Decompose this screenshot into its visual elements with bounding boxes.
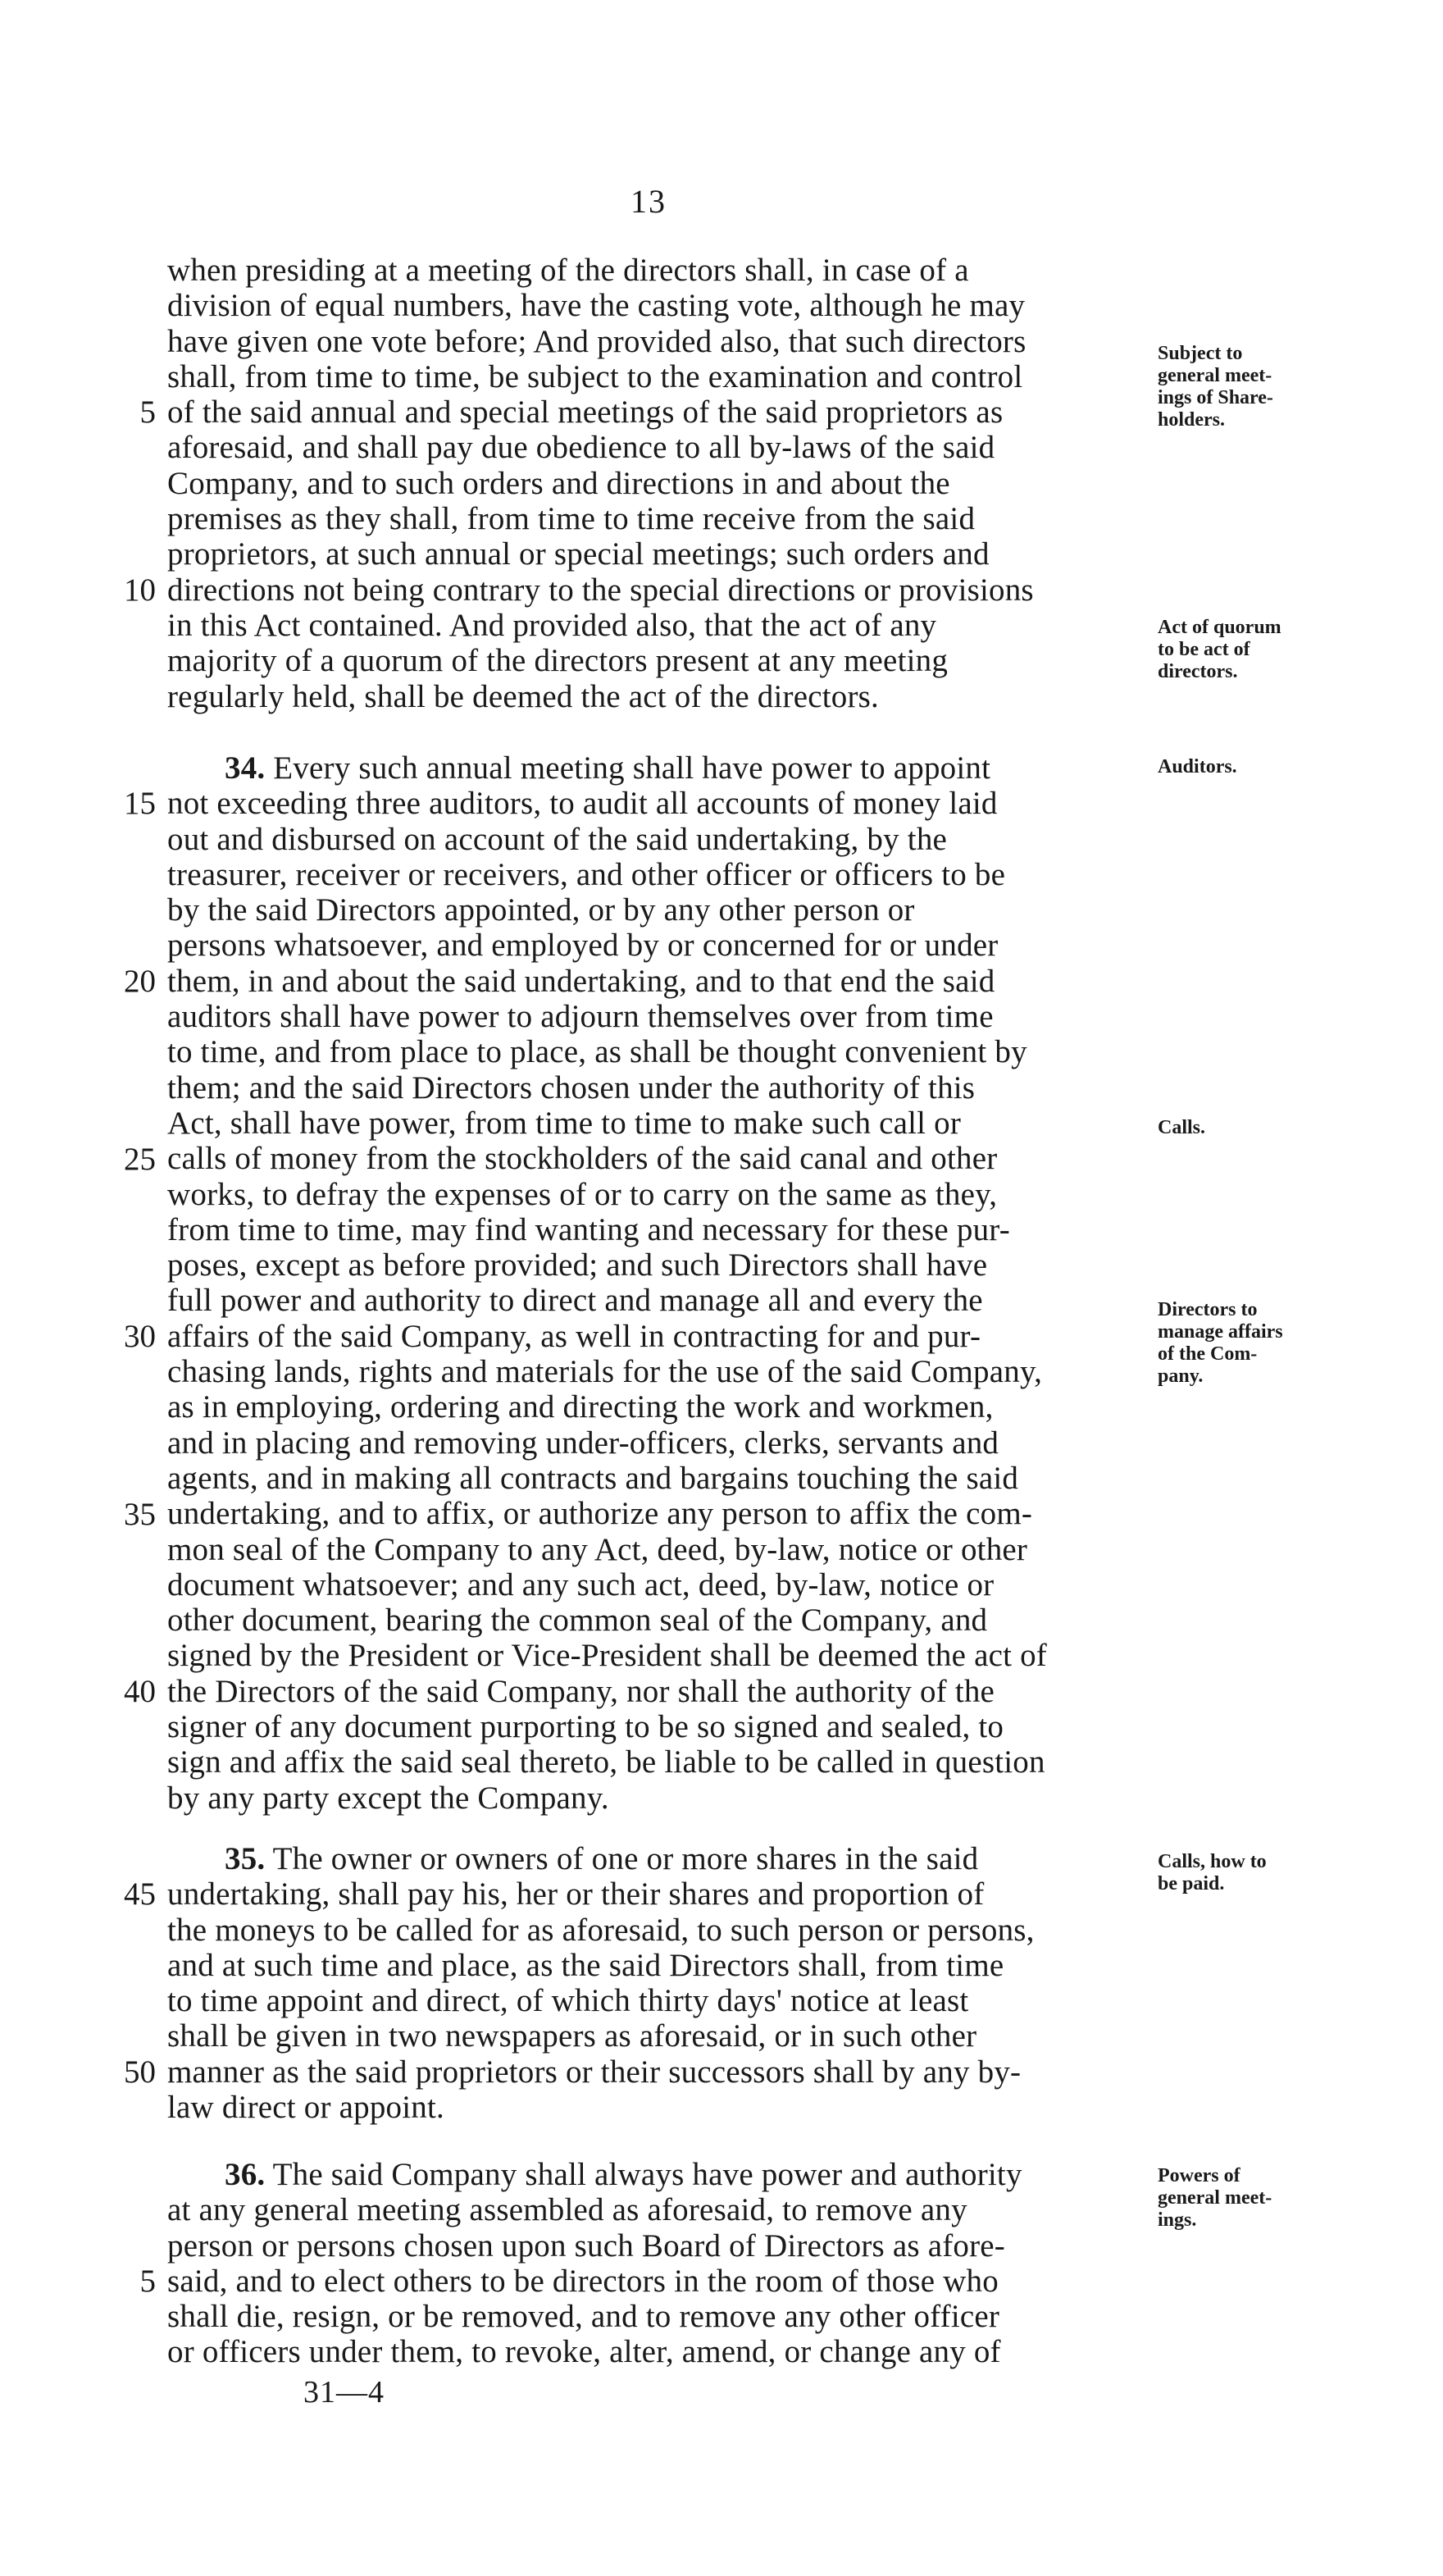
text-line: as in employing, ordering and directing the work and workmen, [167, 1389, 994, 1425]
text-line: manner as the said proprietors or their successors shall by any by- [167, 2054, 1022, 2090]
text-line: and in placing and removing under-officers, clerks, servants and [167, 1425, 999, 1461]
side-note-line: Act of quorum [1158, 617, 1281, 638]
text-line: directions not being contrary to the special directions or provisions [167, 572, 1034, 608]
text-line: to time, and from place to place, as shall be thought convenient by [167, 1034, 1027, 1070]
text-line-content: The said Company shall always have power and authority [265, 2157, 1022, 2192]
text-line: treasurer, receiver or receivers, and other officer or officers to be [167, 856, 1006, 892]
text-line: them; and the said Directors chosen under the authority of this [167, 1069, 976, 1106]
text-line [167, 750, 1164, 786]
text-line: by the said Directors appointed, or by any other person or [167, 892, 915, 928]
footer-signature-mark: 31—4 [303, 2375, 385, 2410]
text-line: and at such time and place, as the said Directors shall, from time [167, 1947, 1004, 1983]
line-number: 25 [124, 1142, 156, 1177]
side-note-line: Directors to [1158, 1299, 1258, 1320]
line-number: 40 [124, 1674, 156, 1709]
text-line: when presiding at a meeting of the directors shall, in case of a [167, 253, 969, 288]
text-line: the Directors of the said Company, nor shall the authority of the [167, 1673, 995, 1709]
line-number: 15 [124, 786, 156, 821]
side-note-line: manage affairs [1158, 1321, 1283, 1343]
text-line: division of equal numbers, have the casting vote, although he may [167, 288, 1026, 324]
text-line: shall be given in two newspapers as aforesaid, or in such other [167, 2018, 977, 2054]
side-note-line: Subject to [1158, 343, 1243, 364]
text-line-content: Every such annual meeting shall have power to appoint [265, 750, 991, 786]
side-note-line: general meet- [1158, 2187, 1272, 2209]
text-line: of the said annual and special meetings of the said proprietors as [167, 394, 1004, 431]
text-line: by any party except the Company. [167, 1780, 609, 1816]
line-number: 50 [124, 2054, 156, 2090]
text-line: aforesaid, and shall pay due obedience to all by-laws of the said [167, 430, 995, 466]
text-line: shall, from time to time, be subject to the examination and control [167, 358, 1023, 394]
text-line: agents, and in making all contracts and bargains touching the said [167, 1460, 1019, 1496]
side-note-line: general meet- [1158, 365, 1272, 386]
text-line: them, in and about the said undertaking, and to that end the said [167, 963, 995, 999]
side-note-line: ings of Share- [1158, 387, 1273, 408]
text-line: other document, bearing the common seal of the Company, and [167, 1603, 988, 1639]
line-number: 45 [124, 1876, 156, 1912]
paragraph-1 [167, 253, 1164, 714]
text-line: full power and authority to direct and manage all and every the [167, 1283, 983, 1319]
line-number: 30 [124, 1319, 156, 1354]
text-line: undertaking, shall pay his, her or their shares and proportion of [167, 1876, 985, 1913]
paragraph-2 [167, 750, 1164, 1816]
side-note [1158, 1851, 1338, 1895]
text-line: works, to defray the expenses of or to carry on the same as they, [167, 1176, 998, 1212]
text-line: majority of a quorum of the directors present at any meeting [167, 643, 949, 679]
text-line: document whatsoever; and any such act, deed, by-law, notice or [167, 1566, 995, 1603]
text-line [167, 2157, 1164, 2192]
text-line: or officers under them, to revoke, alter, amend, or change any of [167, 2334, 1001, 2370]
side-note-line: directors. [1158, 661, 1238, 682]
text-line: premises as they shall, from time to time receive from the said [167, 501, 976, 537]
text-line: signed by the President or Vice-President shall be deemed the act of [167, 1638, 1047, 1674]
text-line [167, 1841, 1164, 1876]
text-line: said, and to elect others to be directors in the room of those who [167, 2263, 999, 2299]
side-note-line: Auditors. [1158, 756, 1237, 777]
side-note [1158, 756, 1338, 778]
text-line: sign and affix the said seal thereto, be liable to be called in question [167, 1744, 1045, 1780]
text-line: from time to time, may find wanting and necessary for these pur- [167, 1211, 1010, 1247]
line-number: 20 [124, 964, 156, 999]
side-note-line: be paid. [1158, 1873, 1225, 1894]
text-line: undertaking, and to affix, or authorize any person to affix the com- [167, 1496, 1033, 1532]
text-line: signer of any document purporting to be so signed and sealed, to [167, 1709, 1004, 1745]
line-number: 5 [139, 394, 156, 430]
side-note [1158, 1117, 1338, 1139]
side-note [1158, 343, 1338, 431]
side-note [1158, 617, 1338, 683]
text-line: poses, except as before provided; and such Directors shall have [167, 1247, 988, 1283]
text-line: person or persons chosen upon such Board of Directors as afore- [167, 2227, 1005, 2264]
section-number: 35. [225, 1841, 266, 1876]
side-note-line: holders. [1158, 409, 1226, 431]
text-line: at any general meeting assembled as aforesaid, to remove any [167, 2192, 967, 2228]
text-line: regularly held, shall be deemed the act of the directors. [167, 678, 879, 714]
text-line: proprietors, at such annual or special meetings; such orders and [167, 536, 990, 572]
line-number: 5 [139, 2264, 156, 2299]
text-line: to time appoint and direct, of which thirty days' notice at least [167, 1983, 969, 2019]
line-number: 10 [124, 572, 156, 608]
side-note-line: pany. [1158, 1366, 1204, 1387]
text-line: auditors shall have power to adjourn themselves over from time [167, 999, 994, 1035]
section-number: 36. [225, 2157, 266, 2192]
paragraph-3 [167, 1841, 1164, 2125]
text-line-content: The owner or owners of one or more shares in the said [265, 1841, 979, 1876]
side-note [1158, 2165, 1338, 2232]
side-note-line: of the Com- [1158, 1343, 1258, 1365]
side-note-line: ings. [1158, 2209, 1197, 2231]
text-line: out and disbursed on account of the said undertaking, by the [167, 821, 948, 857]
text-line: Act, shall have power, from time to time to make such call or [167, 1105, 962, 1141]
text-line: affairs of the said Company, as well in contracting for and pur- [167, 1318, 981, 1354]
text-line: law direct or appoint. [167, 2090, 444, 2126]
text-line: shall die, resign, or be removed, and to remove any other officer [167, 2299, 1000, 2335]
side-note-line: Calls. [1158, 1117, 1206, 1138]
text-line: calls of money from the stockholders of the said canal and other [167, 1141, 998, 1177]
side-note-line: to be act of [1158, 639, 1250, 660]
section-number: 34. [225, 750, 266, 786]
text-line: not exceeding three auditors, to audit all accounts of money laid [167, 786, 998, 822]
text-line: persons whatsoever, and employed by or concerned for or under [167, 928, 999, 964]
text-line: in this Act contained. And provided also, that the act of any [167, 607, 937, 643]
paragraph-4 [167, 2157, 1164, 2370]
page-number: 13 [630, 183, 667, 220]
line-number: 35 [124, 1497, 156, 1532]
side-note-line: Calls, how to [1158, 1851, 1267, 1872]
side-note-line: Powers of [1158, 2165, 1240, 2186]
text-line: Company, and to such orders and directions in and about the [167, 465, 950, 501]
side-note [1158, 1299, 1338, 1388]
text-line: the moneys to be called for as aforesaid, to such person or persons, [167, 1912, 1035, 1948]
text-line: have given one vote before; And provided also, that such directors [167, 323, 1026, 359]
text-line: mon seal of the Company to any Act, deed, by-law, notice or other [167, 1531, 1028, 1567]
text-line: chasing lands, rights and materials for the use of the said Company, [167, 1354, 1043, 1390]
